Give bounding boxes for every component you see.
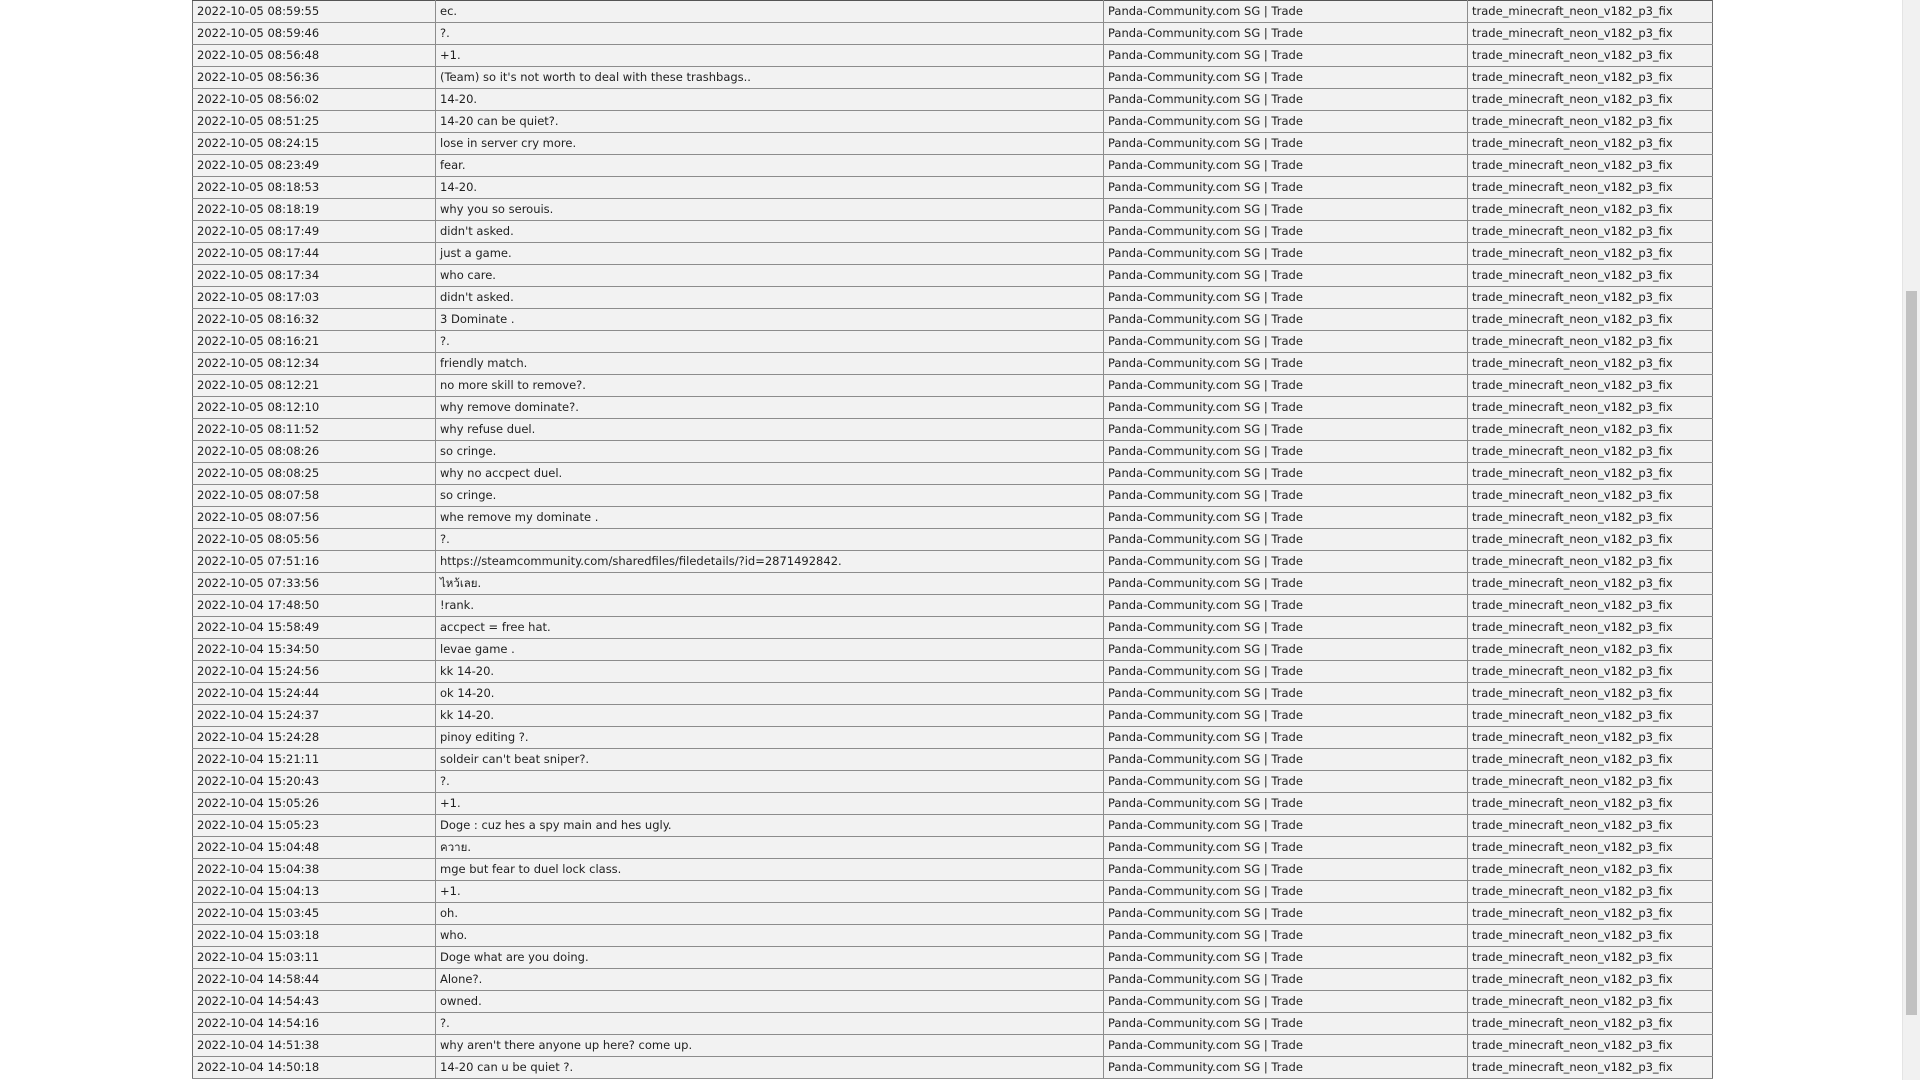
map-cell: trade_minecraft_neon_v182_p3_fix — [1468, 859, 1713, 881]
message-cell: owned. — [436, 991, 1104, 1013]
server-cell: Panda-Community.com SG | Trade — [1104, 1035, 1468, 1057]
timestamp-cell: 2022-10-05 08:18:19 — [193, 199, 436, 221]
message-cell: 3 Dominate . — [436, 309, 1104, 331]
message-cell: ?. — [436, 529, 1104, 551]
table-row — [193, 353, 1713, 375]
table-row — [193, 1013, 1713, 1035]
timestamp-cell: 2022-10-04 15:24:56 — [193, 661, 436, 683]
timestamp-cell: 2022-10-05 08:08:26 — [193, 441, 436, 463]
message-cell: +1. — [436, 45, 1104, 67]
map-cell: trade_minecraft_neon_v182_p3_fix — [1468, 331, 1713, 353]
server-cell: Panda-Community.com SG | Trade — [1104, 771, 1468, 793]
message-cell: 14-20. — [436, 89, 1104, 111]
map-cell: trade_minecraft_neon_v182_p3_fix — [1468, 45, 1713, 67]
map-cell: trade_minecraft_neon_v182_p3_fix — [1468, 683, 1713, 705]
server-cell: Panda-Community.com SG | Trade — [1104, 881, 1468, 903]
table-row — [193, 133, 1713, 155]
map-cell: trade_minecraft_neon_v182_p3_fix — [1468, 1, 1713, 23]
map-cell: trade_minecraft_neon_v182_p3_fix — [1468, 903, 1713, 925]
server-cell: Panda-Community.com SG | Trade — [1104, 551, 1468, 573]
server-cell: Panda-Community.com SG | Trade — [1104, 903, 1468, 925]
table-row — [193, 111, 1713, 133]
message-cell: why no accpect duel. — [436, 463, 1104, 485]
message-cell: who care. — [436, 265, 1104, 287]
message-cell: kk 14-20. — [436, 705, 1104, 727]
map-cell: trade_minecraft_neon_v182_p3_fix — [1468, 947, 1713, 969]
message-cell: ok 14-20. — [436, 683, 1104, 705]
table-row — [193, 947, 1713, 969]
map-cell: trade_minecraft_neon_v182_p3_fix — [1468, 353, 1713, 375]
timestamp-cell: 2022-10-05 08:11:52 — [193, 419, 436, 441]
map-cell: trade_minecraft_neon_v182_p3_fix — [1468, 925, 1713, 947]
timestamp-cell: 2022-10-04 15:04:13 — [193, 881, 436, 903]
server-cell: Panda-Community.com SG | Trade — [1104, 925, 1468, 947]
timestamp-cell: 2022-10-04 15:20:43 — [193, 771, 436, 793]
server-cell: Panda-Community.com SG | Trade — [1104, 991, 1468, 1013]
message-cell: ไหว้เลย. — [436, 573, 1104, 595]
map-cell: trade_minecraft_neon_v182_p3_fix — [1468, 529, 1713, 551]
timestamp-cell: 2022-10-04 15:21:11 — [193, 749, 436, 771]
server-cell: Panda-Community.com SG | Trade — [1104, 397, 1468, 419]
table-row — [193, 639, 1713, 661]
server-cell: Panda-Community.com SG | Trade — [1104, 309, 1468, 331]
server-cell: Panda-Community.com SG | Trade — [1104, 705, 1468, 727]
message-cell: Doge what are you doing. — [436, 947, 1104, 969]
timestamp-cell: 2022-10-04 14:51:38 — [193, 1035, 436, 1057]
server-cell: Panda-Community.com SG | Trade — [1104, 485, 1468, 507]
map-cell: trade_minecraft_neon_v182_p3_fix — [1468, 991, 1713, 1013]
table-row — [193, 287, 1713, 309]
message-cell: Alone?. — [436, 969, 1104, 991]
map-cell: trade_minecraft_neon_v182_p3_fix — [1468, 67, 1713, 89]
message-cell: lose in server cry more. — [436, 133, 1104, 155]
message-cell: ?. — [436, 1013, 1104, 1035]
server-cell: Panda-Community.com SG | Trade — [1104, 177, 1468, 199]
table-row — [193, 881, 1713, 903]
map-cell: trade_minecraft_neon_v182_p3_fix — [1468, 155, 1713, 177]
server-cell: Panda-Community.com SG | Trade — [1104, 1, 1468, 23]
table-row — [193, 1057, 1713, 1079]
timestamp-cell: 2022-10-04 15:24:44 — [193, 683, 436, 705]
map-cell: trade_minecraft_neon_v182_p3_fix — [1468, 111, 1713, 133]
message-cell: 14-20 can u be quiet ?. — [436, 1057, 1104, 1079]
table-row — [193, 23, 1713, 45]
timestamp-cell: 2022-10-04 15:05:23 — [193, 815, 436, 837]
message-cell: levae game . — [436, 639, 1104, 661]
map-cell: trade_minecraft_neon_v182_p3_fix — [1468, 639, 1713, 661]
map-cell: trade_minecraft_neon_v182_p3_fix — [1468, 551, 1713, 573]
server-cell: Panda-Community.com SG | Trade — [1104, 419, 1468, 441]
map-cell: trade_minecraft_neon_v182_p3_fix — [1468, 793, 1713, 815]
message-cell: +1. — [436, 793, 1104, 815]
message-cell: (Team) so it's not worth to deal with these trashbags.. — [436, 67, 1104, 89]
server-cell: Panda-Community.com SG | Trade — [1104, 859, 1468, 881]
message-cell: !rank. — [436, 595, 1104, 617]
message-cell: just a game. — [436, 243, 1104, 265]
map-cell: trade_minecraft_neon_v182_p3_fix — [1468, 969, 1713, 991]
table-row — [193, 45, 1713, 67]
table-row — [193, 331, 1713, 353]
map-cell: trade_minecraft_neon_v182_p3_fix — [1468, 1035, 1713, 1057]
table-row — [193, 793, 1713, 815]
server-cell: Panda-Community.com SG | Trade — [1104, 353, 1468, 375]
message-cell: why remove dominate?. — [436, 397, 1104, 419]
timestamp-cell: 2022-10-04 15:34:50 — [193, 639, 436, 661]
table-row — [193, 859, 1713, 881]
message-cell: ?. — [436, 331, 1104, 353]
server-cell: Panda-Community.com SG | Trade — [1104, 837, 1468, 859]
server-cell: Panda-Community.com SG | Trade — [1104, 111, 1468, 133]
message-cell: accpect = free hat. — [436, 617, 1104, 639]
server-cell: Panda-Community.com SG | Trade — [1104, 529, 1468, 551]
table-row — [193, 265, 1713, 287]
server-cell: Panda-Community.com SG | Trade — [1104, 727, 1468, 749]
timestamp-cell: 2022-10-05 08:56:36 — [193, 67, 436, 89]
table-row — [193, 199, 1713, 221]
table-row — [193, 463, 1713, 485]
table-row — [193, 925, 1713, 947]
table-row — [193, 837, 1713, 859]
server-cell: Panda-Community.com SG | Trade — [1104, 265, 1468, 287]
map-cell: trade_minecraft_neon_v182_p3_fix — [1468, 133, 1713, 155]
timestamp-cell: 2022-10-04 15:03:45 — [193, 903, 436, 925]
map-cell: trade_minecraft_neon_v182_p3_fix — [1468, 199, 1713, 221]
timestamp-cell: 2022-10-05 08:05:56 — [193, 529, 436, 551]
server-cell: Panda-Community.com SG | Trade — [1104, 1013, 1468, 1035]
map-cell: trade_minecraft_neon_v182_p3_fix — [1468, 1013, 1713, 1035]
map-cell: trade_minecraft_neon_v182_p3_fix — [1468, 463, 1713, 485]
message-cell: kk 14-20. — [436, 661, 1104, 683]
table-row — [193, 177, 1713, 199]
table-row — [193, 573, 1713, 595]
map-cell: trade_minecraft_neon_v182_p3_fix — [1468, 419, 1713, 441]
server-cell: Panda-Community.com SG | Trade — [1104, 661, 1468, 683]
server-cell: Panda-Community.com SG | Trade — [1104, 617, 1468, 639]
map-cell: trade_minecraft_neon_v182_p3_fix — [1468, 309, 1713, 331]
map-cell: trade_minecraft_neon_v182_p3_fix — [1468, 661, 1713, 683]
server-cell: Panda-Community.com SG | Trade — [1104, 221, 1468, 243]
message-cell: ?. — [436, 771, 1104, 793]
timestamp-cell: 2022-10-05 08:07:58 — [193, 485, 436, 507]
table-row — [193, 551, 1713, 573]
map-cell: trade_minecraft_neon_v182_p3_fix — [1468, 287, 1713, 309]
table-row — [193, 221, 1713, 243]
table-row — [193, 309, 1713, 331]
server-cell: Panda-Community.com SG | Trade — [1104, 23, 1468, 45]
timestamp-cell: 2022-10-05 08:24:15 — [193, 133, 436, 155]
timestamp-cell: 2022-10-05 08:51:25 — [193, 111, 436, 133]
table-row — [193, 969, 1713, 991]
message-cell: didn't asked. — [436, 287, 1104, 309]
message-cell: fear. — [436, 155, 1104, 177]
server-cell: Panda-Community.com SG | Trade — [1104, 155, 1468, 177]
table-row — [193, 1035, 1713, 1057]
map-cell: trade_minecraft_neon_v182_p3_fix — [1468, 441, 1713, 463]
server-cell: Panda-Community.com SG | Trade — [1104, 507, 1468, 529]
chat-log-table — [192, 0, 1713, 1079]
server-cell: Panda-Community.com SG | Trade — [1104, 947, 1468, 969]
table-row — [193, 617, 1713, 639]
timestamp-cell: 2022-10-05 08:07:56 — [193, 507, 436, 529]
server-cell: Panda-Community.com SG | Trade — [1104, 463, 1468, 485]
table-row — [193, 705, 1713, 727]
server-cell: Panda-Community.com SG | Trade — [1104, 749, 1468, 771]
map-cell: trade_minecraft_neon_v182_p3_fix — [1468, 595, 1713, 617]
table-row — [193, 155, 1713, 177]
server-cell: Panda-Community.com SG | Trade — [1104, 89, 1468, 111]
timestamp-cell: 2022-10-04 15:04:38 — [193, 859, 436, 881]
map-cell: trade_minecraft_neon_v182_p3_fix — [1468, 617, 1713, 639]
message-cell: didn't asked. — [436, 221, 1104, 243]
chat-log-body — [193, 1, 1713, 1079]
map-cell: trade_minecraft_neon_v182_p3_fix — [1468, 23, 1713, 45]
map-cell: trade_minecraft_neon_v182_p3_fix — [1468, 265, 1713, 287]
table-row — [193, 89, 1713, 111]
map-cell: trade_minecraft_neon_v182_p3_fix — [1468, 705, 1713, 727]
timestamp-cell: 2022-10-05 08:59:46 — [193, 23, 436, 45]
timestamp-cell: 2022-10-05 08:12:10 — [193, 397, 436, 419]
timestamp-cell: 2022-10-05 07:51:16 — [193, 551, 436, 573]
server-cell: Panda-Community.com SG | Trade — [1104, 243, 1468, 265]
timestamp-cell: 2022-10-04 15:03:11 — [193, 947, 436, 969]
server-cell: Panda-Community.com SG | Trade — [1104, 573, 1468, 595]
timestamp-cell: 2022-10-04 15:24:37 — [193, 705, 436, 727]
message-cell: 14-20. — [436, 177, 1104, 199]
table-row — [193, 595, 1713, 617]
timestamp-cell: 2022-10-04 17:48:50 — [193, 595, 436, 617]
message-cell: mge but fear to duel lock class. — [436, 859, 1104, 881]
table-row — [193, 661, 1713, 683]
table-row — [193, 243, 1713, 265]
timestamp-cell: 2022-10-05 08:16:21 — [193, 331, 436, 353]
message-cell: friendly match. — [436, 353, 1104, 375]
server-cell: Panda-Community.com SG | Trade — [1104, 969, 1468, 991]
timestamp-cell: 2022-10-04 14:54:43 — [193, 991, 436, 1013]
map-cell: trade_minecraft_neon_v182_p3_fix — [1468, 749, 1713, 771]
table-row — [193, 771, 1713, 793]
table-row — [193, 529, 1713, 551]
table-row — [193, 507, 1713, 529]
server-cell: Panda-Community.com SG | Trade — [1104, 1057, 1468, 1079]
timestamp-cell: 2022-10-05 08:17:03 — [193, 287, 436, 309]
server-cell: Panda-Community.com SG | Trade — [1104, 199, 1468, 221]
timestamp-cell: 2022-10-05 08:23:49 — [193, 155, 436, 177]
message-cell: why aren't there anyone up here? come up. — [436, 1035, 1104, 1057]
message-cell: pinoy editing ?. — [436, 727, 1104, 749]
timestamp-cell: 2022-10-05 08:59:55 — [193, 1, 436, 23]
table-row — [193, 727, 1713, 749]
timestamp-cell: 2022-10-05 08:08:25 — [193, 463, 436, 485]
message-cell: 14-20 can be quiet?. — [436, 111, 1104, 133]
message-cell: oh. — [436, 903, 1104, 925]
timestamp-cell: 2022-10-05 08:17:49 — [193, 221, 436, 243]
table-row — [193, 1, 1713, 23]
table-row — [193, 419, 1713, 441]
map-cell: trade_minecraft_neon_v182_p3_fix — [1468, 815, 1713, 837]
map-cell: trade_minecraft_neon_v182_p3_fix — [1468, 771, 1713, 793]
message-cell: whe remove my dominate . — [436, 507, 1104, 529]
server-cell: Panda-Community.com SG | Trade — [1104, 375, 1468, 397]
server-cell: Panda-Community.com SG | Trade — [1104, 133, 1468, 155]
message-cell: soldeir can't beat sniper?. — [436, 749, 1104, 771]
table-row — [193, 485, 1713, 507]
timestamp-cell: 2022-10-05 08:17:34 — [193, 265, 436, 287]
message-cell: ควาย. — [436, 837, 1104, 859]
server-cell: Panda-Community.com SG | Trade — [1104, 639, 1468, 661]
map-cell: trade_minecraft_neon_v182_p3_fix — [1468, 375, 1713, 397]
scrollbar-thumb[interactable] — [1906, 291, 1917, 1015]
server-cell: Panda-Community.com SG | Trade — [1104, 595, 1468, 617]
table-row — [193, 991, 1713, 1013]
timestamp-cell: 2022-10-04 15:58:49 — [193, 617, 436, 639]
timestamp-cell: 2022-10-05 08:12:34 — [193, 353, 436, 375]
message-cell: no more skill to remove?. — [436, 375, 1104, 397]
server-cell: Panda-Community.com SG | Trade — [1104, 441, 1468, 463]
map-cell: trade_minecraft_neon_v182_p3_fix — [1468, 221, 1713, 243]
timestamp-cell: 2022-10-04 15:03:18 — [193, 925, 436, 947]
timestamp-cell: 2022-10-05 08:16:32 — [193, 309, 436, 331]
message-cell: Doge : cuz hes a spy main and hes ugly. — [436, 815, 1104, 837]
map-cell: trade_minecraft_neon_v182_p3_fix — [1468, 177, 1713, 199]
timestamp-cell: 2022-10-04 14:50:18 — [193, 1057, 436, 1079]
message-cell: who. — [436, 925, 1104, 947]
table-row — [193, 397, 1713, 419]
server-cell: Panda-Community.com SG | Trade — [1104, 331, 1468, 353]
timestamp-cell: 2022-10-05 08:56:48 — [193, 45, 436, 67]
map-cell: trade_minecraft_neon_v182_p3_fix — [1468, 89, 1713, 111]
map-cell: trade_minecraft_neon_v182_p3_fix — [1468, 573, 1713, 595]
message-cell: ec. — [436, 1, 1104, 23]
table-row — [193, 375, 1713, 397]
server-cell: Panda-Community.com SG | Trade — [1104, 287, 1468, 309]
message-cell: why you so serouis. — [436, 199, 1104, 221]
table-row — [193, 67, 1713, 89]
message-cell: https://steamcommunity.com/sharedfiles/filedetails/?id=2871492842. — [436, 551, 1104, 573]
message-cell: ?. — [436, 23, 1104, 45]
map-cell: trade_minecraft_neon_v182_p3_fix — [1468, 1057, 1713, 1079]
table-row — [193, 903, 1713, 925]
map-cell: trade_minecraft_neon_v182_p3_fix — [1468, 397, 1713, 419]
map-cell: trade_minecraft_neon_v182_p3_fix — [1468, 837, 1713, 859]
map-cell: trade_minecraft_neon_v182_p3_fix — [1468, 881, 1713, 903]
server-cell: Panda-Community.com SG | Trade — [1104, 67, 1468, 89]
message-cell: so cringe. — [436, 441, 1104, 463]
timestamp-cell: 2022-10-04 15:05:26 — [193, 793, 436, 815]
table-row — [193, 749, 1713, 771]
timestamp-cell: 2022-10-05 07:33:56 — [193, 573, 436, 595]
timestamp-cell: 2022-10-05 08:18:53 — [193, 177, 436, 199]
server-cell: Panda-Community.com SG | Trade — [1104, 793, 1468, 815]
map-cell: trade_minecraft_neon_v182_p3_fix — [1468, 727, 1713, 749]
timestamp-cell: 2022-10-04 14:58:44 — [193, 969, 436, 991]
timestamp-cell: 2022-10-05 08:17:44 — [193, 243, 436, 265]
timestamp-cell: 2022-10-05 08:56:02 — [193, 89, 436, 111]
timestamp-cell: 2022-10-04 14:54:16 — [193, 1013, 436, 1035]
map-cell: trade_minecraft_neon_v182_p3_fix — [1468, 507, 1713, 529]
table-row — [193, 441, 1713, 463]
server-cell: Panda-Community.com SG | Trade — [1104, 815, 1468, 837]
server-cell: Panda-Community.com SG | Trade — [1104, 45, 1468, 67]
message-cell: +1. — [436, 881, 1104, 903]
table-row — [193, 815, 1713, 837]
map-cell: trade_minecraft_neon_v182_p3_fix — [1468, 485, 1713, 507]
map-cell: trade_minecraft_neon_v182_p3_fix — [1468, 243, 1713, 265]
server-cell: Panda-Community.com SG | Trade — [1104, 683, 1468, 705]
message-cell: why refuse duel. — [436, 419, 1104, 441]
vertical-scrollbar[interactable] — [1902, 0, 1920, 1080]
table-row — [193, 683, 1713, 705]
timestamp-cell: 2022-10-05 08:12:21 — [193, 375, 436, 397]
timestamp-cell: 2022-10-04 15:04:48 — [193, 837, 436, 859]
timestamp-cell: 2022-10-04 15:24:28 — [193, 727, 436, 749]
message-cell: so cringe. — [436, 485, 1104, 507]
